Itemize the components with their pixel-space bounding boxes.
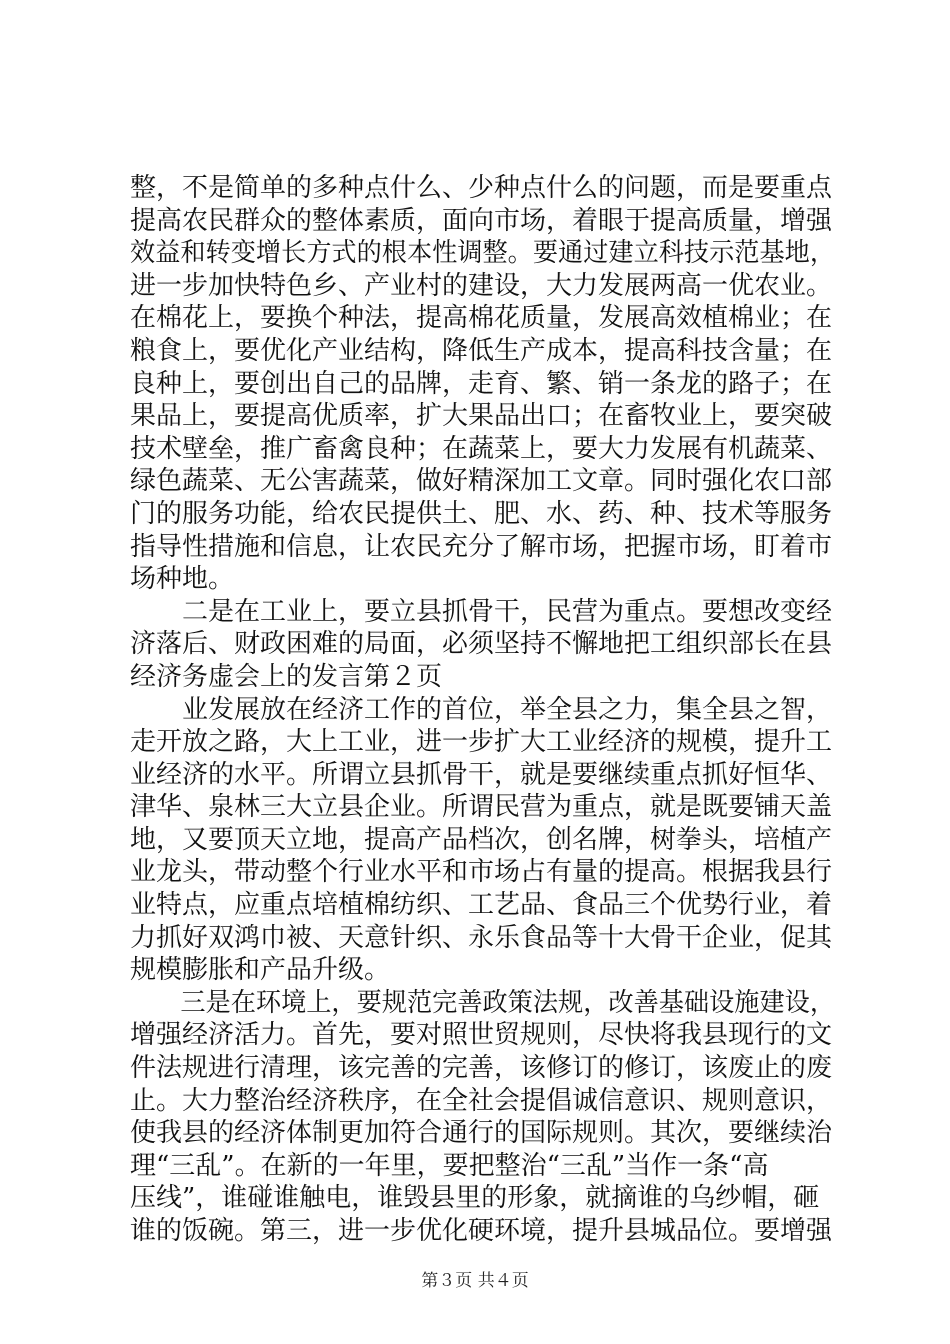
text-line: 增强经济活力。首先，要对照世贸规则，尽快将我县现行的文 [130,1020,833,1051]
text-line: 力抓好双鸿巾被、天意针织、永乐食品等十大骨干企业，促其 [130,922,833,953]
text-line: 规模膨胀和产品升级。 [130,955,391,986]
text-line: 业经济的水平。所谓立县抓骨干，就是要继续重点抓好恒华、 [130,759,833,790]
text-line: 粮食上，要优化产业结构，降低生产成本，提高科技含量；在 [130,335,833,366]
text-line: 止。大力整治经济秩序，在全社会提倡诚信意识、规则意识， [130,1085,833,1116]
text-line: 指导性措施和信息，让农民充分了解市场，把握市场，盯着市 [130,531,833,562]
page-number-footer: 第３页 共４页 [421,1271,529,1291]
text-line: 二是在工业上，要立县抓骨干，民营为重点。要想改变经 [130,596,833,627]
text-line: 进一步加快特色乡、产业村的建设，大力发展两高一优农业。 [130,270,833,301]
text-line: 业发展放在经济工作的首位，举全县之力，集全县之智， [130,694,833,725]
text-line: 走开放之路，大上工业，进一步扩大工业经济的规模，提升工 [130,727,833,758]
text-line: 理“三乱”。在新的一年里，要把整治“三乱”当作一条“高 [130,1150,769,1181]
text-line: 地，又要顶天立地，提高产品档次，创名牌，树拳头，培植产 [130,824,833,855]
text-line: 提高农民群众的整体素质，面向市场，着眼于提高质量，增强 [130,205,833,236]
text-line: 三是在环境上，要规范完善政策法规，改善基础设施建设， [130,987,836,1018]
text-line: 津华、泉林三大立县企业。所谓民营为重点，就是既要铺天盖 [130,792,833,823]
body-text [130,172,835,1248]
text-line: 业特点，应重点培植棉纺织、工艺品、食品三个优势行业，着 [130,890,833,921]
text-line: 业龙头，带动整个行业水平和市场占有量的提高。根据我县行 [130,857,833,888]
text-line: 压线”，谁碰谁触电，谁毁县里的形象，就摘谁的乌纱帽，砸 [130,1183,820,1214]
text-line: 件法规进行清理，该完善的完善，该修订的修订，该废止的废 [130,1053,833,1084]
text-line: 场种地。 [130,564,235,595]
text-line: 在棉花上，要换个种法，提高棉花质量，发展高效植棉业；在 [130,303,833,334]
text-line: 果品上，要提高优质率，扩大果品出口；在畜牧业上，要突破 [130,401,833,432]
text-line: 整，不是简单的多种点什么、少种点什么的问题，而是要重点 [130,173,833,203]
text-line: 门的服务功能，给农民提供土、肥、水、药、种、技术等服务 [130,498,833,529]
text-line: 谁的饭碗。第三，进一步优化硬环境，提升县城品位。要增强 [130,1216,833,1246]
text-line: 绿色蔬菜、无公害蔬菜，做好精深加工文章。同时强化农口部 [130,466,833,497]
text-line: 良种上，要创出自己的品牌，走育、繁、销一条龙的路子；在 [130,368,833,399]
text-line: 使我县的经济体制更加符合通行的国际规则。其次，要继续治 [130,1118,833,1149]
text-line: 经济务虚会上的发言第２页 [130,661,443,692]
text-line: 效益和转变增长方式的根本性调整。要通过建立科技示范基地， [130,238,836,269]
text-line: 技术壁垒，推广畜禽良种；在蔬菜上，要大力发展有机蔬菜、 [130,433,833,464]
text-line: 济落后、财政困难的局面，必须坚持不懈地把工组织部长在县 [130,629,833,660]
